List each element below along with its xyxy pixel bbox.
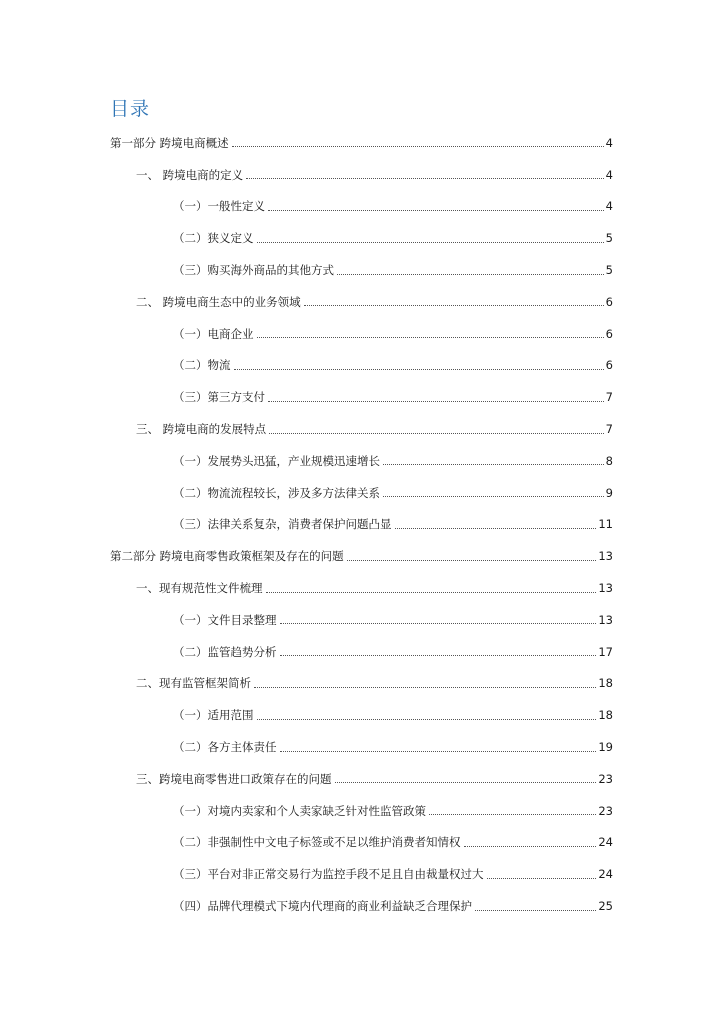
toc-entry[interactable]	[0, 445, 613, 477]
toc-page-number: 17	[598, 644, 613, 659]
toc-entry-label: 三、 跨境电商的发展特点	[136, 422, 267, 437]
toc-page-number: 23	[598, 771, 613, 786]
toc-entry-label: （二）物流	[173, 358, 231, 373]
toc-page-number: 8	[605, 453, 613, 468]
toc-entry-label: （一）电商企业	[173, 326, 254, 341]
toc-leader-dots	[395, 514, 597, 529]
toc-entry[interactable]	[0, 795, 613, 827]
toc-entry[interactable]	[0, 699, 613, 731]
toc-list	[0, 127, 724, 922]
toc-entry-label: （二）各方主体责任	[173, 740, 277, 755]
toc-leader-dots	[254, 673, 596, 688]
toc-leader-dots	[347, 546, 597, 561]
toc-leader-dots	[280, 609, 597, 624]
toc-page-number: 6	[605, 326, 613, 341]
toc-entry-label: 二、 跨境电商生态中的业务领域	[136, 294, 301, 309]
toc-entry[interactable]	[0, 350, 613, 382]
toc-page-number: 18	[598, 708, 613, 723]
toc-page-number: 23	[598, 803, 613, 818]
toc-entry[interactable]	[0, 254, 613, 286]
toc-page-number: 13	[598, 581, 613, 596]
toc-heading: 目录	[110, 98, 151, 120]
toc-page-number: 13	[598, 612, 613, 627]
toc-entry[interactable]	[0, 604, 613, 636]
toc-page-number: 24	[598, 835, 613, 850]
toc-page-number: 11	[598, 517, 613, 532]
toc-entry-label: 一、 跨境电商的定义	[136, 167, 244, 182]
toc-entry-label: （一）适用范围	[173, 708, 254, 723]
toc-entry[interactable]	[0, 413, 613, 445]
toc-page-number: 9	[605, 485, 613, 500]
toc-leader-dots	[257, 228, 604, 243]
toc-leader-dots	[383, 450, 604, 465]
toc-leader-dots	[464, 832, 597, 847]
toc-entry[interactable]	[0, 477, 613, 509]
toc-page-number: 4	[605, 199, 613, 214]
toc-leader-dots	[232, 132, 604, 147]
toc-entry-label: （三）购买海外商品的其他方式	[173, 263, 334, 278]
toc-entry[interactable]	[0, 381, 613, 413]
toc-entry-label: （一）一般性定义	[173, 199, 265, 214]
toc-entry[interactable]	[0, 763, 613, 795]
toc-entry-label: （一）对境内卖家和个人卖家缺乏针对性监管政策	[173, 803, 426, 818]
toc-page-number: 19	[598, 740, 613, 755]
toc-entry-label: （二）监管趋势分析	[173, 644, 277, 659]
toc-entry-label: 第二部分 跨境电商零售政策框架及存在的问题	[110, 549, 344, 564]
toc-entry-label: 三、跨境电商零售进口政策存在的问题	[136, 771, 332, 786]
toc-page-number: 5	[605, 263, 613, 278]
toc-page-number: 5	[605, 231, 613, 246]
toc-leader-dots	[266, 578, 597, 593]
toc-page-number: 7	[605, 422, 613, 437]
toc-entry[interactable]	[0, 540, 613, 572]
toc-page-number: 6	[605, 294, 613, 309]
toc-page-number: 18	[598, 676, 613, 691]
toc-leader-dots	[268, 387, 604, 402]
toc-page-number: 13	[598, 549, 613, 564]
toc-leader-dots	[257, 323, 604, 338]
toc-page-number: 4	[605, 167, 613, 182]
toc-entry-label: （四）品牌代理模式下境内代理商的商业利益缺乏合理保护	[173, 899, 472, 914]
toc-entry[interactable]	[0, 858, 613, 890]
toc-entry[interactable]	[0, 318, 613, 350]
toc-leader-dots	[429, 800, 596, 815]
toc-leader-dots	[246, 164, 604, 179]
toc-page-number: 25	[598, 899, 613, 914]
toc-leader-dots	[475, 896, 596, 911]
toc-entry-label: （三）第三方支付	[173, 390, 265, 405]
toc-leader-dots	[337, 260, 604, 275]
toc-entry-label: （三）法律关系复杂，消费者保护问题凸显	[173, 517, 392, 532]
toc-leader-dots	[335, 768, 597, 783]
toc-entry-label: 一、现有规范性文件梳理	[136, 581, 263, 596]
toc-entry[interactable]	[0, 890, 613, 922]
toc-page-number: 24	[598, 867, 613, 882]
toc-entry[interactable]	[0, 668, 613, 700]
toc-entry[interactable]	[0, 191, 613, 223]
toc-page-number: 6	[605, 358, 613, 373]
toc-entry-label: （二）物流流程较长，涉及多方法律关系	[173, 485, 380, 500]
toc-entry[interactable]	[0, 636, 613, 668]
toc-entry-label: （一）发展势头迅猛，产业规模迅速增长	[173, 453, 380, 468]
toc-entry-label: 第一部分 跨境电商概述	[110, 135, 229, 150]
toc-leader-dots	[304, 291, 604, 306]
toc-entry[interactable]	[0, 286, 613, 318]
toc-leader-dots	[234, 355, 604, 370]
toc-page-number: 7	[605, 390, 613, 405]
toc-entry[interactable]	[0, 731, 613, 763]
toc-entry[interactable]	[0, 159, 613, 191]
toc-leader-dots	[269, 419, 604, 434]
toc-entry[interactable]	[0, 827, 613, 859]
toc-leader-dots	[280, 641, 597, 656]
toc-entry-label: （二）狭义定义	[173, 231, 254, 246]
toc-entry-label: （三）平台对非正常交易行为监控手段不足且自由裁量权过大	[173, 867, 484, 882]
toc-entry[interactable]	[0, 127, 613, 159]
toc-entry-label: （二）非强制性中文电子标签或不足以维护消费者知情权	[173, 835, 461, 850]
toc-leader-dots	[268, 196, 604, 211]
toc-entry-label: （一）文件目录整理	[173, 612, 277, 627]
toc-entry-label: 二、现有监管框架简析	[136, 676, 251, 691]
toc-leader-dots	[257, 705, 597, 720]
toc-entry[interactable]	[0, 509, 613, 541]
toc-page-number: 4	[605, 135, 613, 150]
toc-entry[interactable]	[0, 222, 613, 254]
toc-entry[interactable]	[0, 572, 613, 604]
toc-leader-dots	[280, 737, 597, 752]
toc-leader-dots	[487, 864, 597, 879]
toc-leader-dots	[383, 482, 604, 497]
